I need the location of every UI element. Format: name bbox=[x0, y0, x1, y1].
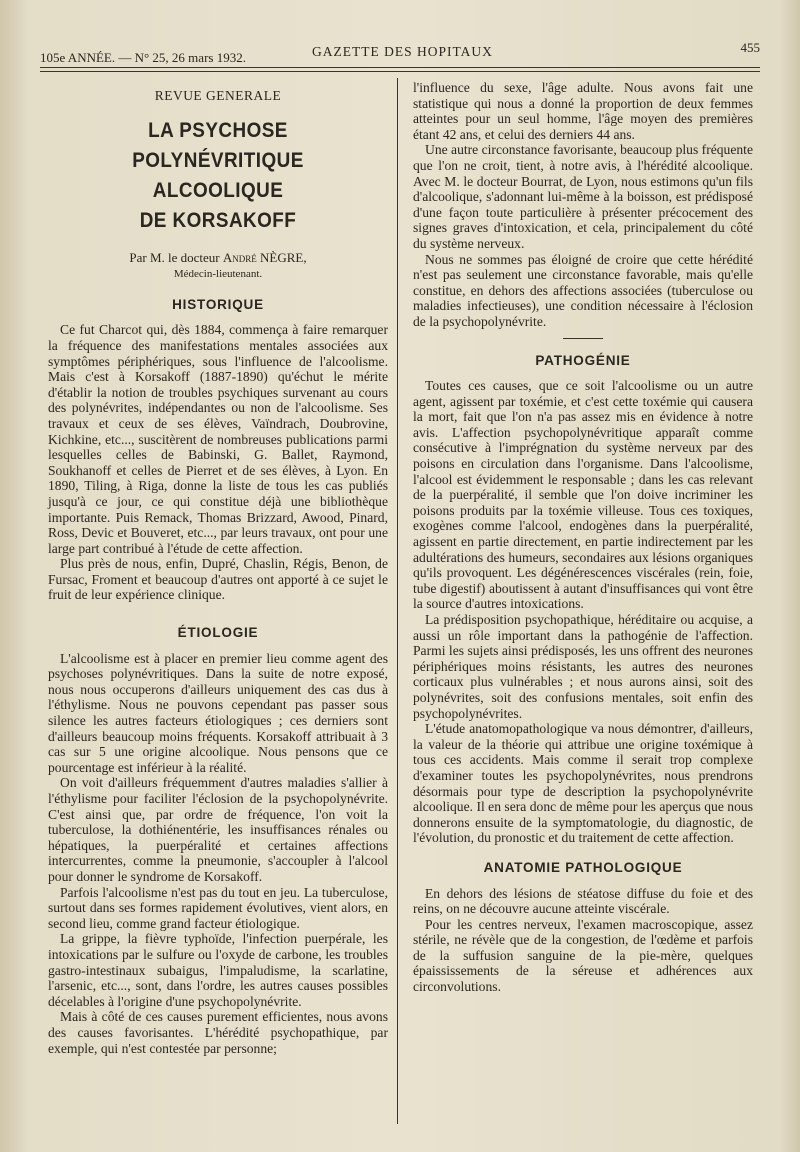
paragraph: On voit d'ailleurs fréquemment d'autres maladies s'allier à l'éthylisme pour faciliter l'éclosion de la psychopolynévrite. C'est ainsi que, par ordre de fréquence, l'on voit la tuberculose, la dothiénentérie, les insuffisances rénales ou hépatiques, la puerpéralité et certaines affections intercurrentes, comme la pneumonie, s'accoupler à l'alcool pour donner le syndrome de Korsakoff. bbox=[48, 775, 388, 884]
paragraph: En dehors des lésions de stéatose diffuse du foie et des reins, on ne découvre aucune atteinte viscérale. bbox=[413, 885, 753, 917]
paragraph: Ce fut Charcot qui, dès 1884, commença à faire remarquer la fréquence des manifestations mentales associées aux symptômes périphériques, sous l'influence de l'alcoolisme. Mais c'est à Korsakoff (1887-1890) qu'échut le mérite d'établir la notion de troubles psychiques survenant au cours des polynévrites, indépendantes ou non de l'alcoolisme. Ses travaux et ceux de ses élèves, Vaïndrach, Doubrovine, Kichkine, etc..., suscitèrent de nombreuses publications parmi lesquelles celles de Babinski, G. Ballet, Raymond, Soukhanoff et celles de Pierret et de ses élèves, à Lyon. En 1890, Tiling, à Riga, donne la liste de tous les cas publiés jusqu'à ce jour, ce qui constitue déjà une bibliothèque importante. Puis Remack, Thomas Brizzard, Awood, Pinard, Ross, Devic et Bouveret, etc..., par leurs travaux, ont pour une large part contribué à l'étude de cette affection. bbox=[48, 322, 388, 556]
author-prefix: Par M. le docteur bbox=[129, 249, 220, 265]
author-name: André NÈGRE, bbox=[222, 249, 307, 265]
author-line bbox=[48, 250, 388, 266]
paragraph: La prédisposition psychopathique, héréditaire ou acquise, a aussi un rôle important dans la pathogénie de l'affection. Parmi les sujets ainsi prédisposés, les uns offrent des neurones périphériques moins résistants, les autres des neurones corticaux plus vulnérables ; et nous aurons ainsi, soit des polynévrites, soit des confusions mentales, soit enfin des psychopolynévrites. bbox=[413, 612, 753, 721]
page-number: 455 bbox=[740, 40, 760, 55]
paragraph: L'alcoolisme est à placer en premier lieu comme agent des psychoses polynévritiques. Dans la suite de notre exposé, nous nous occuperons d'ailleurs uniquement des cas dus à l'éthylisme. Nous ne pouvons cependant pas passer sous silence les autres facteurs étiologiques ; ces derniers sont d'ailleurs beaucoup moins fréquents. Korsakoff attribuait à 3 cas sur 5 une origine alcoolique. Nous pensons que ce pourcentage est inférieur à la réalité. bbox=[48, 650, 388, 775]
paragraph: Toutes ces causes, que ce soit l'alcoolisme ou un autre agent, agissent par toxémie, et c'est cette toxémie qui causera la mort, fait que l'on n'a pas assez mis en évidence à notre avis. L'affection psychopolynévritique apparaît comme consécutive à l'imprégnation du système nerveux par des poisons en circulation dans l'organisme. Dans l'alcoolisme, l'alcool est évidemment le responsable ; dans les cas relevant de la puerpéralité, il semble que l'on doive incriminer les poisons produits par la toxémie villeuse. Tous ces toxiques, exogènes comme l'alcool, endogènes dans la puerpéralité, agissent en partie directement, en partie indirectement par les adultérations des humeurs, secondaires aux lésions organiques qu'ils provoquent. Les dégénérescences viscérales (rein, foie, tube digestif) aboutissent à autant d'insuffisances qui vont être la source d'autres intoxications. bbox=[413, 378, 753, 612]
column-divider bbox=[397, 78, 398, 1124]
paragraph: Pour les centres nerveux, l'examen macroscopique, assez stérile, ne révèle que de la congestion, de l'œdème et parfois de la suffusion sanguine de la pie-mère, quelques épaississements de la séreuse et adhérences aux circonvolutions. bbox=[413, 916, 753, 995]
paragraph: Nous ne sommes pas éloigné de croire que cette hérédité n'est pas seulement une circonstance favorable, mais qu'elle constitue, en dehors des affections associées (tuberculose ou maladies infectieuses), une condition nécessaire à l'éclosion de la psychopolynévrite. bbox=[413, 251, 753, 329]
header-rule-thin bbox=[40, 71, 760, 72]
page-header bbox=[40, 40, 760, 70]
section-label: REVUE GENERALE bbox=[154, 88, 282, 103]
journal-title: GAZETTE DES HOPITAUX bbox=[312, 44, 493, 59]
paragraph: l'influence du sexe, l'âge adulte. Nous avons fait une statistique qui nous a donné la proportion de deux femmes atteintes pour un seul homme, l'âge moyen des premières étant 42 ans, et celui des derniers 44 ans. bbox=[413, 80, 753, 142]
article-title-line-1: LA PSYCHOSE POLYNÉVRITIQUE ALCOOLIQUE bbox=[132, 118, 304, 202]
article-title-line-2: DE KORSAKOFF bbox=[139, 208, 297, 232]
paragraph: L'étude anatomopathologique va nous démontrer, d'ailleurs, la valeur de la théorie qui attribue une origine toxémique à tous ces accidents. Mais comme il serait trop complexe d'examiner toutes les psychopolynévrites, nous prendrons désormais pour type de description la psychopolynévrite alcoolique. Il en sera donc de même pour les aperçus que nous donnerons ensuite de la symptomatologie, du diagnostic, de l'évolution, du pronostic et du traitement de cette affection. bbox=[413, 721, 753, 846]
heading-pathogenie: PATHOGÉNIE bbox=[535, 352, 631, 368]
paragraph: Parfois l'alcoolisme n'est pas du tout en jeu. La tuberculose, surtout dans ses formes rapidement évolutives, vient alors, en second lieu, comme grand facteur étiologique. bbox=[48, 884, 388, 931]
heading-anatomie-pathologique: ANATOMIE PATHOLOGIQUE bbox=[483, 859, 683, 875]
heading-etiologie: ÉTIOLOGIE bbox=[177, 625, 259, 641]
header-rule-thick bbox=[40, 67, 760, 68]
right-column bbox=[413, 80, 753, 995]
paragraph: Mais à côté de ces causes purement efficientes, nous avons des causes favorisantes. L'hérédité psychopathique, par exemple, qui n'est contestée par personne; bbox=[48, 1009, 388, 1056]
paragraph: Plus près de nous, enfin, Dupré, Chaslin, Régis, Benon, de Fursac, Froment et beaucoup d'autres ont apporté à ce sujet le fruit de leur expérience clinique. bbox=[48, 556, 388, 603]
paragraph: La grippe, la fièvre typhoïde, l'infection puerpérale, les intoxications par le sulfure ou l'oxyde de carbone, les troubles gastro-intestinaux subaigus, l'impaludisme, la scarlatine, l'arsenic, etc..., sont, dans l'ordre, les autres causes possibles décelables à l'origine d'une psychopolynévrite. bbox=[48, 931, 388, 1009]
author-rank: Médecin-lieutenant. bbox=[173, 268, 263, 281]
left-column bbox=[48, 82, 388, 1056]
paragraph: Une autre circonstance favorisante, beaucoup plus fréquente que l'on ne croit, tient, à notre avis, à l'hérédité alcoolique. Avec M. le docteur Bourrat, de Lyon, nous estimons qu'un fils d'alcoolique, s'adonnant lui-même à la boisson, est prédisposé d'une façon toute particulière à présenter précocement des signes graves d'intoxication, et cela, principalement du côté du système nerveux. bbox=[413, 142, 753, 251]
separator-line bbox=[563, 338, 603, 339]
issue-info: 105e ANNÉE. — N° 25, 26 mars 1932. bbox=[40, 50, 246, 65]
heading-historique: HISTORIQUE bbox=[172, 296, 264, 312]
